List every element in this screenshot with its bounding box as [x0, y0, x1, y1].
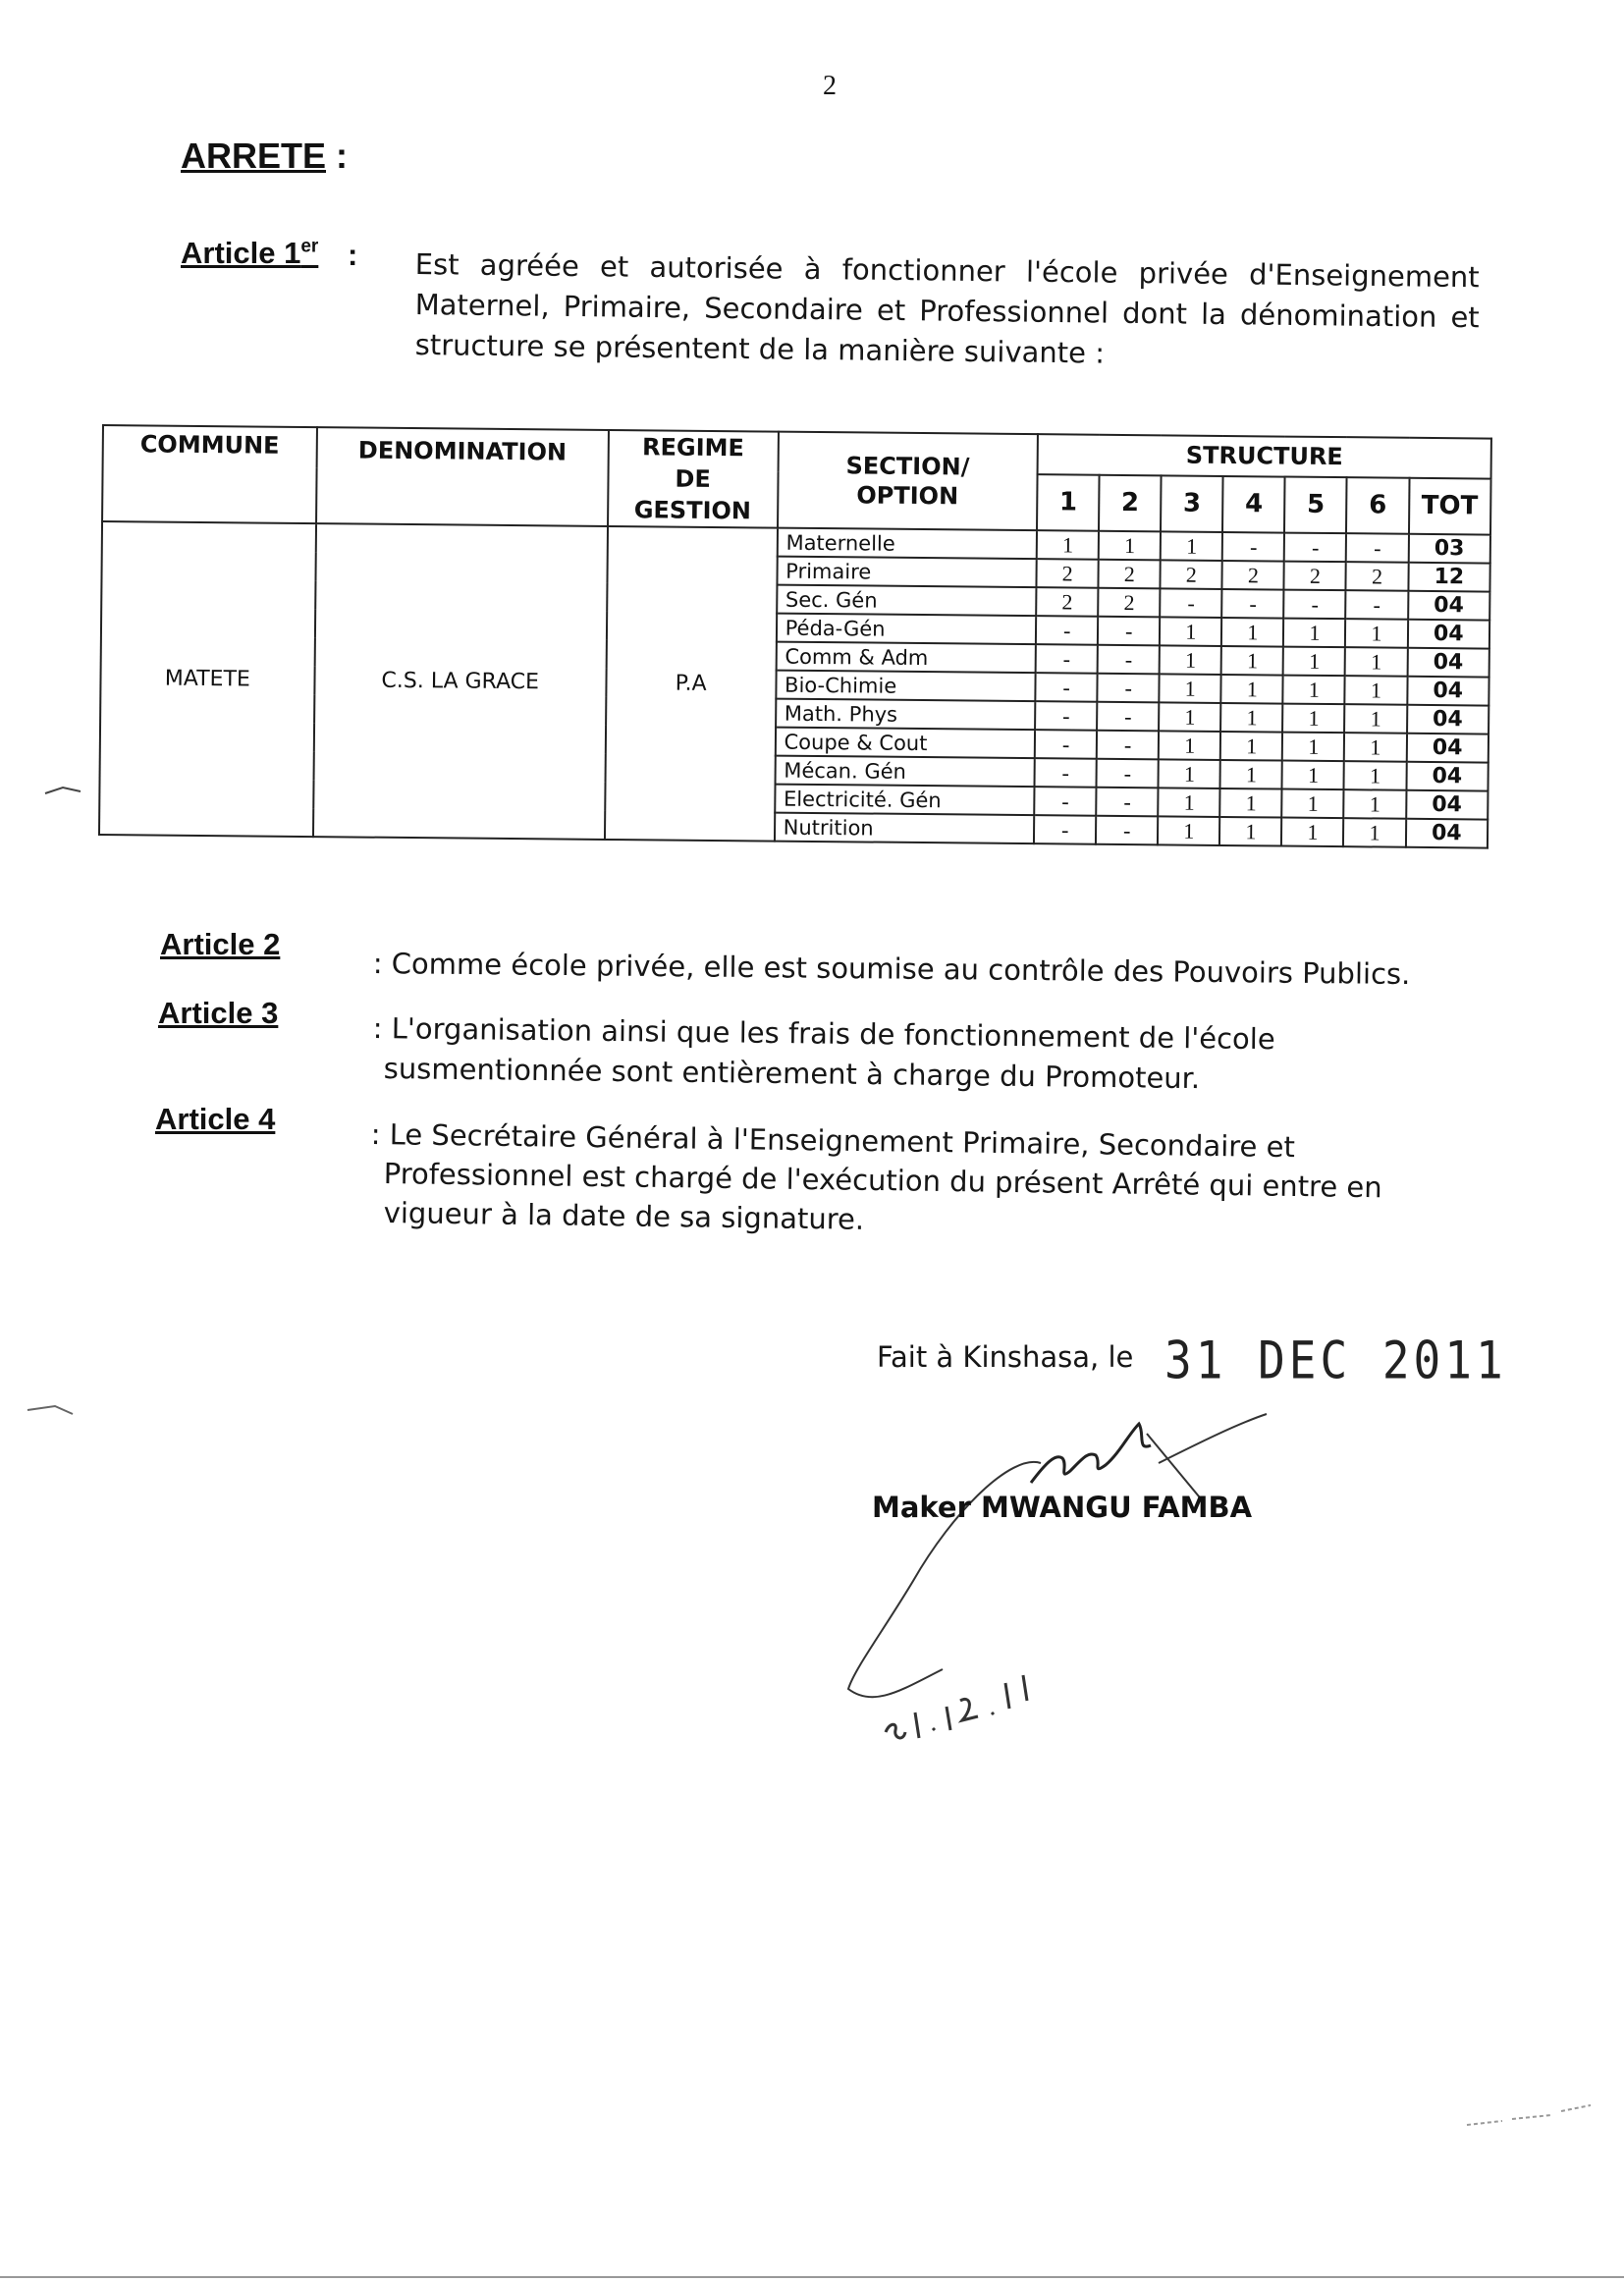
year-3-cell: 1: [1161, 531, 1222, 561]
total-cell: 04: [1406, 790, 1489, 820]
year-6-cell: 1: [1344, 761, 1406, 790]
year-6-cell: 1: [1343, 818, 1405, 847]
article-2-line-1: : Comme école privée, elle est soumise au contrôle des Pouvoirs Publics.: [372, 946, 1411, 992]
year-6-cell: 1: [1344, 789, 1406, 819]
year-2-cell: 2: [1098, 588, 1160, 618]
year-2-cell: -: [1098, 617, 1160, 646]
header-year-1: 1: [1037, 474, 1100, 531]
year-1-cell: 2: [1037, 559, 1099, 588]
article-1-label: [181, 236, 318, 271]
year-5-cell: 1: [1281, 818, 1343, 847]
header-section-line-2: OPTION: [856, 481, 959, 511]
commune-cell: MATETE: [99, 521, 316, 837]
year-3-cell: -: [1160, 588, 1221, 618]
article-4-line-3: vigueur à la date de sa signature.: [383, 1195, 865, 1236]
year-5-cell: 1: [1283, 647, 1345, 677]
article-3-line-2: susmentionnée sont entièrement à charge du Promoteur.: [383, 1051, 1201, 1096]
header-regime: [608, 430, 779, 528]
year-2-cell: -: [1098, 645, 1160, 675]
article-4-label: Article 4: [155, 1102, 276, 1136]
scan-mark-right: [1463, 2101, 1600, 2131]
year-3-cell: 1: [1160, 674, 1221, 703]
document-heading: [181, 136, 348, 177]
year-1-cell: -: [1034, 787, 1096, 816]
article-1-label-text: Article 1: [181, 236, 301, 270]
year-3-cell: 1: [1159, 759, 1220, 788]
article-4-line-2: Professionnel est chargé de l'exécution du présent Arrêté qui entre en: [383, 1156, 1382, 1205]
total-cell: 04: [1408, 591, 1490, 621]
heading-colon: :: [326, 136, 349, 176]
year-1-cell: -: [1035, 758, 1097, 788]
year-2-cell: 1: [1099, 531, 1161, 561]
header-year-4: 4: [1222, 476, 1285, 533]
year-5-cell: 1: [1283, 676, 1345, 705]
year-4-cell: 1: [1219, 817, 1281, 846]
section-cell: Coupe & Cout: [775, 728, 1035, 759]
year-4-cell: 1: [1221, 675, 1283, 704]
year-4-cell: 1: [1221, 618, 1283, 647]
year-4-cell: 1: [1220, 732, 1282, 761]
article-2-label: Article 2: [160, 927, 281, 961]
header-denomination: DENOMINATION: [316, 427, 609, 526]
section-cell: Comm & Adm: [776, 642, 1036, 674]
total-cell: 04: [1406, 734, 1489, 763]
header-year-5: 5: [1284, 476, 1347, 533]
year-2-cell: -: [1097, 759, 1159, 788]
year-4-cell: -: [1221, 589, 1283, 619]
scan-mark-left-2: [26, 1404, 75, 1418]
header-regime-line-1: REGIME: [641, 433, 744, 462]
header-year-3: 3: [1161, 475, 1223, 532]
year-5-cell: 1: [1282, 761, 1344, 790]
header-section-line-1: SECTION/: [845, 452, 970, 481]
heading-text: ARRETE: [181, 136, 327, 176]
structure-table: [98, 424, 1492, 849]
section-cell: Electricité. Gén: [775, 785, 1035, 816]
year-2-cell: 2: [1099, 560, 1161, 589]
year-1-cell: -: [1034, 815, 1096, 844]
year-6-cell: 2: [1346, 562, 1408, 591]
article-1-line-2: Maternel, Primaire, Secondaire et Professionnel dont la dénomination et: [414, 287, 1480, 335]
table-body: [99, 521, 1490, 848]
year-2-cell: -: [1097, 731, 1159, 760]
section-cell: Math. Phys: [776, 699, 1036, 731]
year-5-cell: 1: [1283, 619, 1345, 648]
total-cell: 12: [1408, 563, 1490, 592]
scan-edge-line: [0, 2276, 1624, 2278]
year-3-cell: 1: [1158, 816, 1219, 845]
year-6-cell: 1: [1345, 676, 1407, 705]
header-structure: STRUCTURE: [1038, 434, 1491, 478]
place-and-date-label: Fait à Kinshasa, le: [877, 1340, 1134, 1374]
total-cell: 04: [1407, 648, 1489, 678]
header-section: [778, 432, 1038, 531]
article-4-line-1: : Le Secrétaire Général à l'Enseignement Primaire, Secondaire et: [370, 1116, 1296, 1165]
year-4-cell: -: [1222, 532, 1284, 562]
denomination-cell: C.S. LA GRACE: [313, 523, 608, 840]
header-regime-line-2: DE: [675, 464, 711, 493]
year-1-cell: -: [1035, 673, 1097, 702]
year-4-cell: 1: [1221, 646, 1283, 676]
section-cell: Nutrition: [775, 813, 1035, 844]
date-stamp: 31 DEC 2011: [1164, 1329, 1507, 1391]
year-5-cell: 1: [1282, 789, 1344, 819]
year-3-cell: 2: [1161, 560, 1222, 589]
section-cell: Péda-Gén: [777, 614, 1037, 645]
year-4-cell: 1: [1220, 788, 1282, 818]
page-number: 2: [823, 71, 837, 101]
total-cell: 04: [1407, 620, 1489, 649]
year-5-cell: 1: [1282, 733, 1344, 762]
article-1-line-3: structure se présentent de la manière suivante :: [414, 327, 1106, 370]
year-1-cell: -: [1036, 644, 1098, 674]
total-cell: 04: [1406, 762, 1489, 791]
total-cell: 04: [1407, 677, 1489, 706]
year-3-cell: 1: [1160, 645, 1221, 675]
year-1-cell: 1: [1037, 530, 1099, 560]
year-1-cell: -: [1035, 730, 1097, 759]
total-cell: 03: [1408, 534, 1490, 564]
regime-cell: P.A: [605, 526, 778, 842]
header-total: TOT: [1408, 477, 1490, 534]
year-6-cell: 1: [1345, 647, 1407, 677]
article-3-label: Article 3: [158, 996, 279, 1030]
year-6-cell: 1: [1345, 619, 1407, 648]
year-2-cell: -: [1097, 702, 1159, 732]
year-6-cell: 1: [1344, 733, 1406, 762]
year-3-cell: 1: [1158, 788, 1219, 817]
year-4-cell: 1: [1220, 703, 1282, 733]
section-cell: Bio-Chimie: [776, 671, 1036, 702]
article-1-label-sup: er: [300, 236, 319, 257]
section-cell: Sec. Gén: [777, 585, 1037, 617]
article-1-line-1: Est agréée et autorisée à fonctionner l'école privée d'Enseignement: [414, 246, 1480, 295]
year-4-cell: 2: [1222, 561, 1284, 590]
year-1-cell: -: [1035, 701, 1097, 731]
total-cell: 04: [1405, 819, 1488, 848]
article-1-colon: :: [348, 238, 358, 272]
header-regime-line-3: GESTION: [633, 496, 752, 525]
year-2-cell: -: [1098, 674, 1160, 703]
total-cell: 04: [1407, 705, 1489, 734]
year-3-cell: 1: [1159, 702, 1220, 732]
year-6-cell: -: [1346, 533, 1408, 563]
year-6-cell: -: [1346, 590, 1408, 620]
year-4-cell: 1: [1220, 760, 1282, 789]
section-cell: Mécan. Gén: [775, 756, 1035, 788]
year-5-cell: -: [1284, 533, 1346, 563]
year-5-cell: 2: [1284, 562, 1346, 591]
header-year-2: 2: [1099, 474, 1162, 531]
section-cell: Primaire: [777, 557, 1037, 588]
year-1-cell: 2: [1036, 587, 1098, 617]
scan-mark-left: [43, 786, 82, 797]
header-commune: COMMUNE: [102, 425, 317, 523]
article-3-line-1: : L'organisation ainsi que les frais de fonctionnement de l'école: [372, 1010, 1275, 1057]
year-1-cell: -: [1036, 616, 1098, 645]
year-6-cell: 1: [1344, 704, 1406, 734]
year-2-cell: -: [1096, 788, 1158, 817]
header-year-6: 6: [1346, 477, 1409, 534]
handwritten-date-mark: [876, 1644, 1053, 1752]
year-3-cell: 1: [1160, 617, 1221, 646]
signatory-name: Maker MWANGU FAMBA: [872, 1491, 1253, 1524]
year-5-cell: 1: [1282, 704, 1344, 734]
year-2-cell: -: [1096, 816, 1158, 845]
year-3-cell: 1: [1159, 731, 1220, 760]
year-5-cell: -: [1284, 590, 1346, 620]
section-cell: Maternelle: [777, 528, 1037, 560]
